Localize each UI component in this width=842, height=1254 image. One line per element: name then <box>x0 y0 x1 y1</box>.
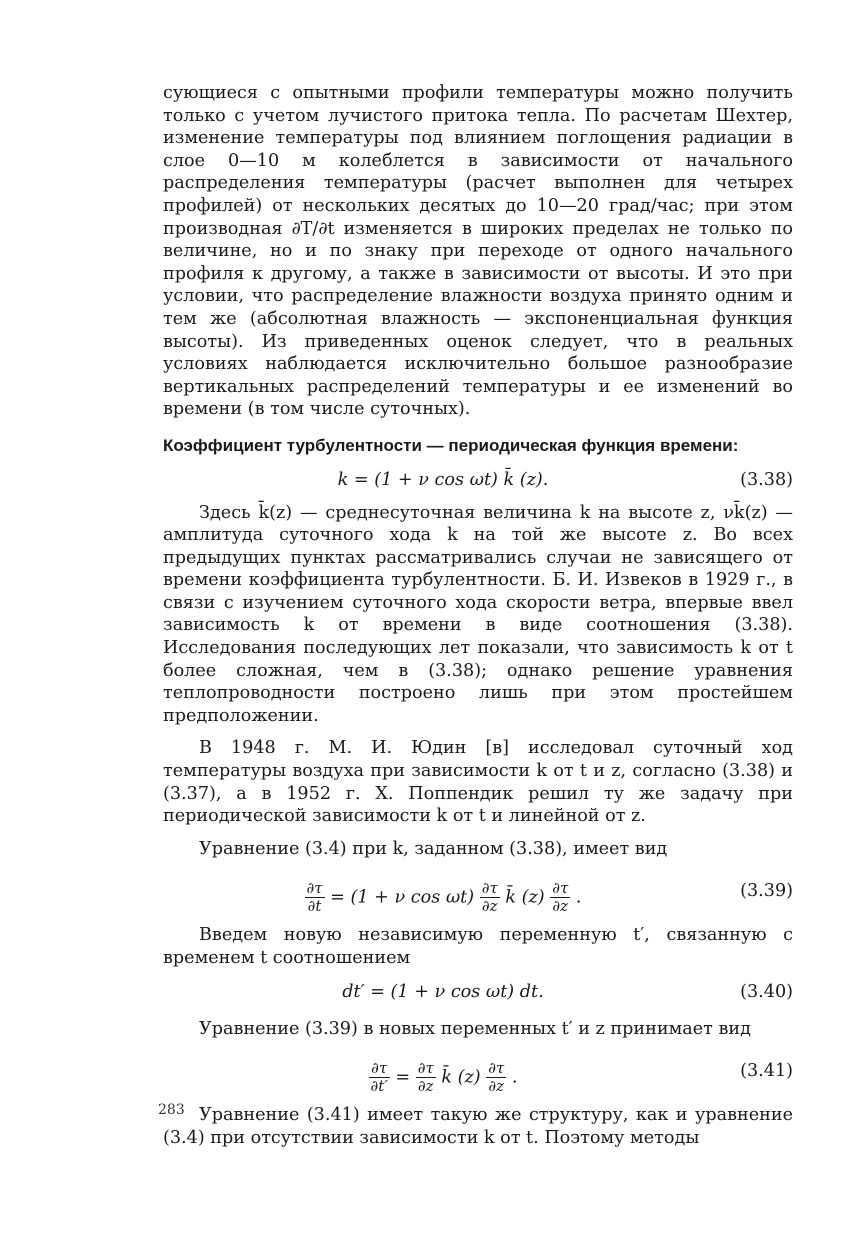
page-number: 283 <box>158 1102 185 1118</box>
fraction-dtau-dz-3: $\frac{\partial\tau}{\partial z}$ <box>417 1059 434 1096</box>
equation-3-38 <box>163 466 793 496</box>
paragraph-5: Введем новую независимую переменную t′, связанную с временем t соотношением <box>163 925 793 968</box>
equation-3-41-eq: = <box>395 1067 411 1088</box>
equation-3-38-number: (3.38) <box>740 469 793 490</box>
text-column <box>163 82 793 1149</box>
equation-3-39-mid: = (1 + ν cos ωt) <box>330 887 475 908</box>
equation-3-39-end: . <box>575 887 582 908</box>
equation-3-40 <box>163 978 793 1008</box>
fraction-dtau-dtprime: $\frac{\partial\tau}{\partial t'}$ <box>370 1059 388 1096</box>
paragraph-1: сующиеся с опытными профили температуры можно получить только с учетом лучистого притока тепла. По расчетам Шехтер, изменение температуры под влиянием поглощения радиации в слое 0—10 м колеблется в зависимости от начального распределения температуры (расчет выполнен для четырех профилей) от нескольких десятых до 10—20 град/час; при этом производная ∂T/∂t изменяется в широких пределах не только по величине, но и по знаку при переходе от одного начального профиля к другому, а также в зависимости от высоты. И это при условии, что распределение влажности воздуха принято одним и тем же (абсолютная влажность — экспоненциальная функция высоты). Из приведенных оценок следует, что в реальных условиях наблюдается исключительно большое разнообразие вертикальных распределений температуры и ее изменений во времени (в том числе суточных). <box>163 83 793 420</box>
paragraph-2: Здесь k̄(z) — среднесуточная величина k на высоте z, νk̄(z) — амплитуда суточного хода k на той же высоте z. Во всех предыдущих пунктах рассматривались случаи не зависящего от времени коэффициента турбулентности. Б. И. Извеков в 1929 г., в связи с изучением суточного хода скорости ветра, впервые ввел зависимость k от времени в виде соотношения (3.38). Исследования последующих лет показали, что зависимость k от t более сложная, чем в (3.38); однако решение уравнения теплопроводности построено лишь при этом простейшем предположении. <box>163 502 793 726</box>
paragraph-7: Уравнение (3.41) имеет такую же структуру, как и уравнение (3.4) при отсутствии зависимости k от t. Поэтому методы <box>163 1105 793 1148</box>
fraction-dtau-dt: $\frac{\partial\tau}{\partial t}$ <box>306 879 323 916</box>
equation-3-40-body: dt′ = (1 + ν cos ωt) dt. <box>342 981 544 1002</box>
equation-3-41 <box>163 1048 793 1094</box>
equation-3-41-kz: k̄ (z) <box>441 1067 481 1088</box>
equation-3-41-end: . <box>511 1067 518 1088</box>
fraction-dtau-dz-2: $\frac{\partial\tau}{\partial z}$ <box>552 879 569 916</box>
paragraph-3: В 1948 г. М. И. Юдин [в] исследовал суточный ход температуры воздуха при зависимости k от t и z, согласно (3.38) и (3.37), а в 1952 г. Х. Поппендик решил ту же задачу при периодической зависимости k от t и линейной от z. <box>163 738 793 827</box>
equation-3-41-body <box>163 1060 723 1095</box>
equation-3-39-kz: k̄ (z) <box>505 887 545 908</box>
fraction-dtau-dz-4: $\frac{\partial\tau}{\partial z}$ <box>488 1059 505 1096</box>
equation-3-39-body <box>163 880 723 915</box>
section-heading: Коэффициент турбулентности — периодическая функция времени: <box>163 435 739 455</box>
equation-3-40-number: (3.40) <box>740 981 793 1002</box>
equation-3-38-body: k = (1 + ν cos ωt) k̄ (z). <box>337 469 549 490</box>
equation-3-39 <box>163 868 793 914</box>
fraction-dtau-dz-1: $\frac{\partial\tau}{\partial z}$ <box>481 879 498 916</box>
equation-3-39-number: (3.39) <box>740 881 793 902</box>
equation-3-41-number: (3.41) <box>740 1061 793 1082</box>
paragraph-6: Уравнение (3.39) в новых переменных t′ и z принимает вид <box>199 1018 751 1039</box>
paragraph-4: Уравнение (3.4) при k, заданном (3.38), имеет вид <box>199 838 668 859</box>
